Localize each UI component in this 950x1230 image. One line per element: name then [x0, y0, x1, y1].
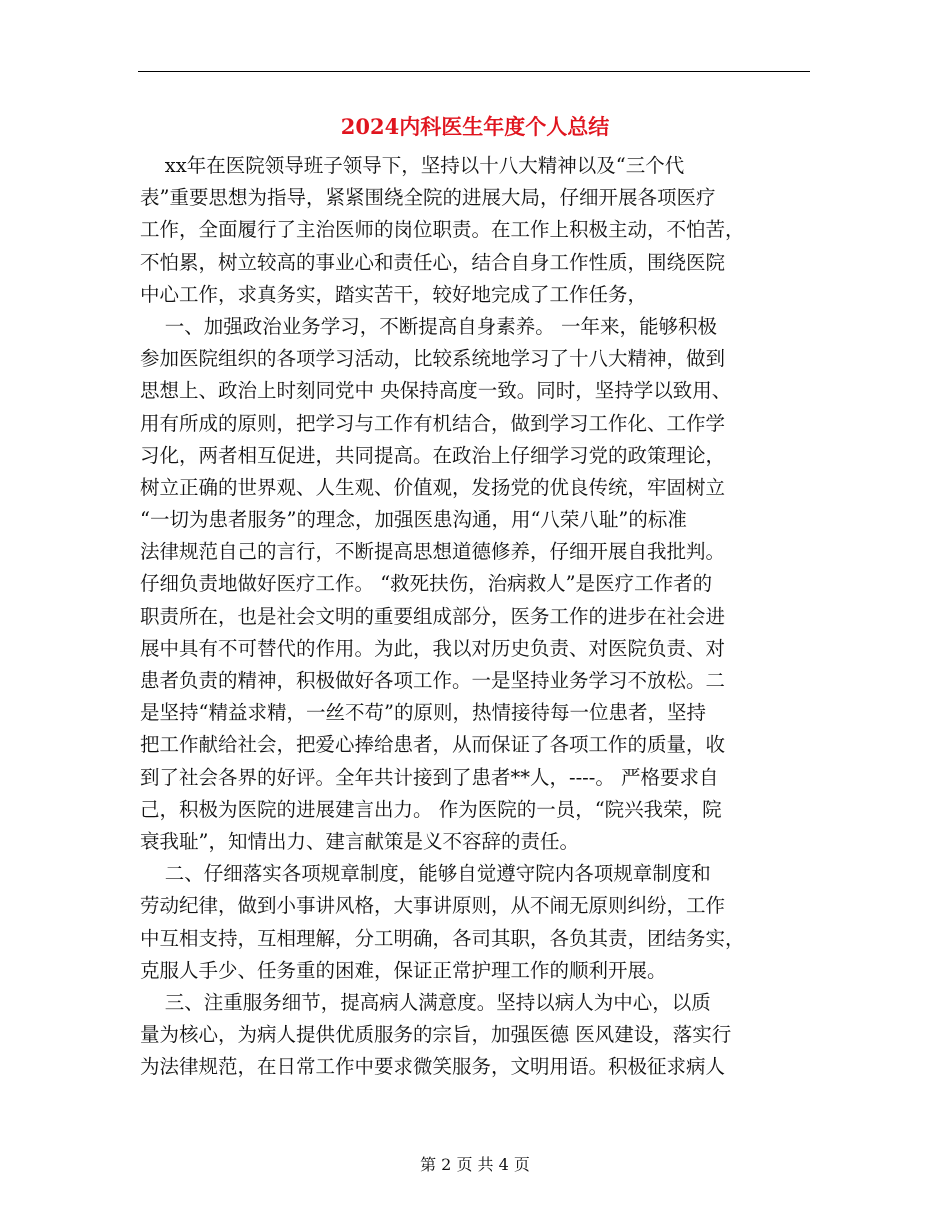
body-line: “一切为患者服务”的理念，加强医患沟通，用“八荣八耻”的标准: [140, 508, 687, 532]
body-line: 己，积极为医院的进展建言出力。 作为医院的一员，“院兴我荣，院: [140, 797, 722, 821]
body-line: 树立正确的世界观、人生观、价值观，发扬党的优良传统，牢固树立: [140, 475, 726, 499]
body-line: 中心工作，求真务实，踏实苦干，较好地完成了工作任务，: [140, 282, 648, 306]
header-rule: [138, 71, 810, 72]
body-line: 把工作献给社会，把爱心捧给患者，从而保证了各项工作的质量，收: [140, 733, 726, 757]
body-line: 用有所成的原则，把学习与工作有机结合，做到学习工作化、工作学: [140, 411, 726, 435]
body-line: 职责所在，也是社会文明的重要组成部分，医务工作的进步在社会进: [140, 604, 726, 628]
body-line: 工作，全面履行了主治医师的岗位职责。在工作上积极主动，不怕苦，: [140, 218, 745, 242]
body-line: 衰我耻”，知情出力、建言献策是义不容辞的责任。: [140, 829, 579, 853]
body-line: xx年在医院领导班子领导下，坚持以十八大精神以及“三个代: [140, 154, 685, 177]
body-line: 为法律规范，在日常工作中要求微笑服务，文明用语。积极征求病人: [140, 1055, 726, 1079]
body-line: 是坚持“精益求精，一丝不苟”的原则，热情接待每一位患者，坚持: [140, 701, 706, 725]
body-line: 表”重要思想为指导，紧紧围绕全院的进展大局，仔细开展各项医疗: [140, 186, 716, 210]
body-line: 劳动纪律，做到小事讲风格，大事讲原则，从不闹无原则纠纷，工作: [140, 894, 726, 918]
document-body: [140, 150, 812, 1083]
body-line: 三、注重服务细节，提高病人满意度。坚持以病人为中心，以质: [140, 990, 711, 1014]
body-line: 法律规范自己的言行，不断提高思想道德修养，仔细开展自我批判。: [140, 540, 726, 564]
body-line: 仔细负责地做好医疗工作。 “救死扶伤，治病救人”是医疗工作者的: [140, 572, 713, 596]
body-line: 参加医院组织的各项学习活动，比较系统地学习了十八大精神，做到: [140, 347, 726, 371]
document-title: 2024内科医生年度个人总结: [340, 114, 610, 139]
body-line: 一、加强政治业务学习，不断提高自身素养。 一年来，能够积极: [140, 314, 717, 338]
body-line: 中互相支持，互相理解，分工明确，各司其职，各负其责，团结务实，: [140, 926, 745, 950]
body-line: 二、仔细落实各项规章制度，能够自觉遵守院内各项规章制度和: [140, 862, 711, 886]
body-line: 到了社会各界的好评。全年共计接到了患者**人，----。 严格要求自: [140, 765, 719, 789]
body-line: 克服人手少、任务重的困难，保证正常护理工作的顺利开展。: [140, 958, 667, 982]
page-number-footer: 第 2 页 共 4 页: [420, 1155, 530, 1174]
body-line: 患者负责的精神，积极做好各项工作。一是坚持业务学习不放松。二: [140, 669, 726, 692]
body-line: 量为核心，为病人提供优质服务的宗旨，加强医德 医风建设，落实行: [140, 1023, 732, 1047]
body-line: 展中具有不可替代的作用。为此，我以对历史负责、对医院负责、对: [140, 636, 726, 660]
body-line: 不怕累，树立较高的事业心和责任心，结合自身工作性质，围绕医院: [140, 250, 726, 274]
body-line: 习化，两者相互促进，共同提高。在政治上仔细学习党的政策理论，: [140, 443, 726, 467]
body-line: 思想上、政治上时刻同党中 央保持高度一致。同时，坚持学以致用、: [140, 379, 732, 403]
